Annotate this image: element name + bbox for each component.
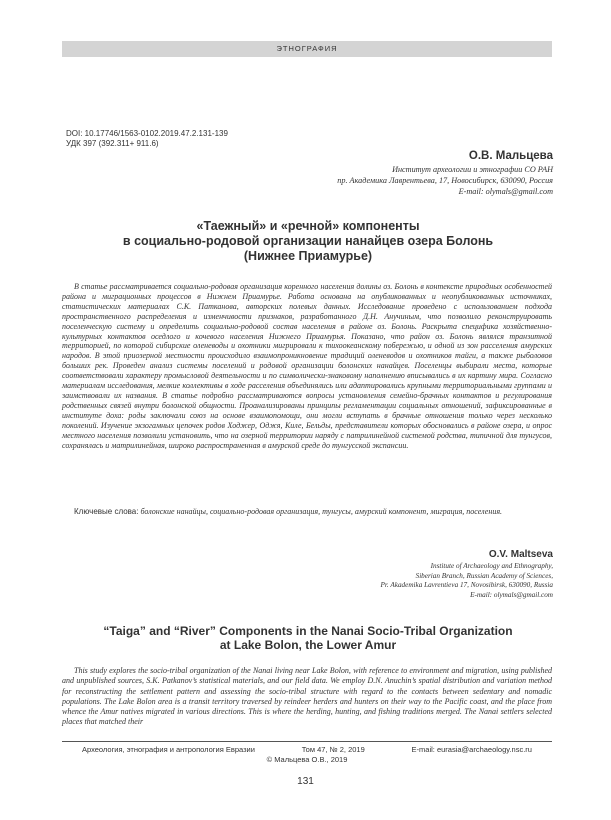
article-title-en [66, 624, 550, 652]
udk: УДК 397 (392.311+ 911.6) [66, 139, 159, 148]
keywords [62, 507, 552, 517]
author-address-ru: пр. Академика Лаврентьева, 17, Новосибирск, 630090, Россия [337, 176, 553, 185]
page-footer [62, 745, 552, 765]
journal-volume: Том 47, № 2, 2019 [301, 745, 365, 754]
keywords-text: болонские нанайцы, социально-родовая организация, тунгусы, амурский компонент, миграция, поселения. [140, 507, 503, 516]
title-ru-line-3: (Нижнее Приамурье) [243, 249, 373, 263]
author-affiliation-line-3: Pr. Akademika Lavrentieva 17, Novosibirsk, 630090, Russia [380, 581, 553, 589]
author-name-ru: О.В. Мальцева [468, 150, 553, 162]
author-block-en [381, 549, 553, 600]
doi[interactable]: DOI: 10.17746/1563-0102.2019.47.2.131-139 [66, 129, 228, 138]
article-meta [66, 129, 228, 149]
abstract-ru: В статье рассматривается социально-родовая организация коренного населения долины оз. Болонь в контексте природных особенностей района и миграционных процессов в Нижнем Приамурье. Работа основана на опубликованных и неопубликованных источниках, статистических материалах С.К. Патканова, авторских полевых данных. Исследование проведено с использованием подхода пространственного распределения и изменчивости признаков, разработанного Д.Н. Анучиным, что позволило реконструировать поселенческую систему и определить социально-родовой состав населения в районе оз. Болонь. Раскрыта специфика хозяйственно-культурных контактов оседлого и кочевого населения Нижнего Приамурья. Показано, что район оз. Болонь являлся транзитной территорией, по которой сибирские оленеводы и охотники мигрировали к тихоокеанскому побережью, и одной из зон расселения амурских народов. В этой приозерной местности происходило взаимопроникновение традиций оленеводов и охотников тайги, а также рыболовов больших рек. Проведен анализ системы поселений и родовой организации болонских нанайцев. Поселенцы выбирали места, которые соответствовали характеру промысловой деятельности и по символически-знаковому наполнению вписывались в их картину мира. Согласно материалам исследования, мелкие коллективы в ходе расселения объединялись или адаптировались крупными территориальными группами и заимствовали их названия. В статье подробно рассматриваются вопросы установления семейно-брачных контактов и регулирования родственных связей внутри болонской общности. Проанализированы принципы регламентации социальных отношений, зафиксированные в институте доха: роды заключали союз на основе взаимопомощи, они могли вступать в брачные отношения только через несколько поколений. Изучение экзогамных цепочек родов Ходжер, Оджя, Киле, Бельды, представители которых обосновались в районе озера, и опрос местного населения позволили установить, что на озерной территории наряду с патрилинейной системой родства, типичной для тунгусов, сохранялась и матрилинейная, широко распространенная в амурской среде до тунгусской экспансии. [62, 282, 552, 450]
title-ru-line-1: «Таежный» и «речной» компоненты [196, 219, 420, 233]
author-institution-ru: Институт археологии и этнографии СО РАН [392, 165, 553, 174]
journal-name: Археология, этнография и антропология Евразии [82, 745, 255, 754]
abstract-en: This study explores the socio-tribal organization of the Nanai living near Lake Bolon, with reference to environment and migration, using published and unpublished sources, S.K. Patkanov’s statistical materials, and our field data. We employ D.N. Anuchin’s spatial distribution and variation method for reconstructing the settlement pattern and assessing the socio-tribal structure with regard to the contacts between sedentary and nomadic populations. The Lake Bolon area is a transit territory traversed by reindeer herders and hunters on their way to the Pacific coast, and the place from whence the Amur natives migrated in various directions. This is where the herding, hunting, and fishing traditions merged. The Nanai settlers selected places that matched their [62, 666, 552, 727]
title-ru-line-2: в социально-родовой организации нанайцев озера Болонь [122, 234, 494, 248]
footer-divider [62, 741, 552, 742]
page-number: 131 [297, 776, 314, 787]
article-title-ru [66, 219, 550, 264]
title-en-line-1: “Taiga” and “River” Components in the Nanai Socio-Tribal Organization [103, 624, 513, 638]
author-affiliation-line-2: Siberian Branch, Russian Academy of Sciences, [415, 571, 553, 580]
keywords-label: Ключевые слова: [74, 507, 139, 516]
journal-email[interactable]: E-mail: eurasia@archaeology.nsc.ru [411, 745, 532, 754]
title-en-line-2: at Lake Bolon, the Lower Amur [219, 638, 397, 652]
author-email-ru[interactable]: E-mail: olymals@gmail.com [458, 187, 553, 196]
copyright: © Мальцева О.В., 2019 [266, 755, 348, 764]
author-email-en[interactable]: E-mail: olymals@gmail.com [470, 590, 553, 599]
author-name-en: O.V. Maltseva [488, 549, 553, 560]
section-header: ЭТНОГРАФИЯ [62, 41, 552, 57]
author-affiliation-line-1: Institute of Archaeology and Ethnography, [430, 562, 553, 570]
author-block-ru [337, 150, 553, 197]
